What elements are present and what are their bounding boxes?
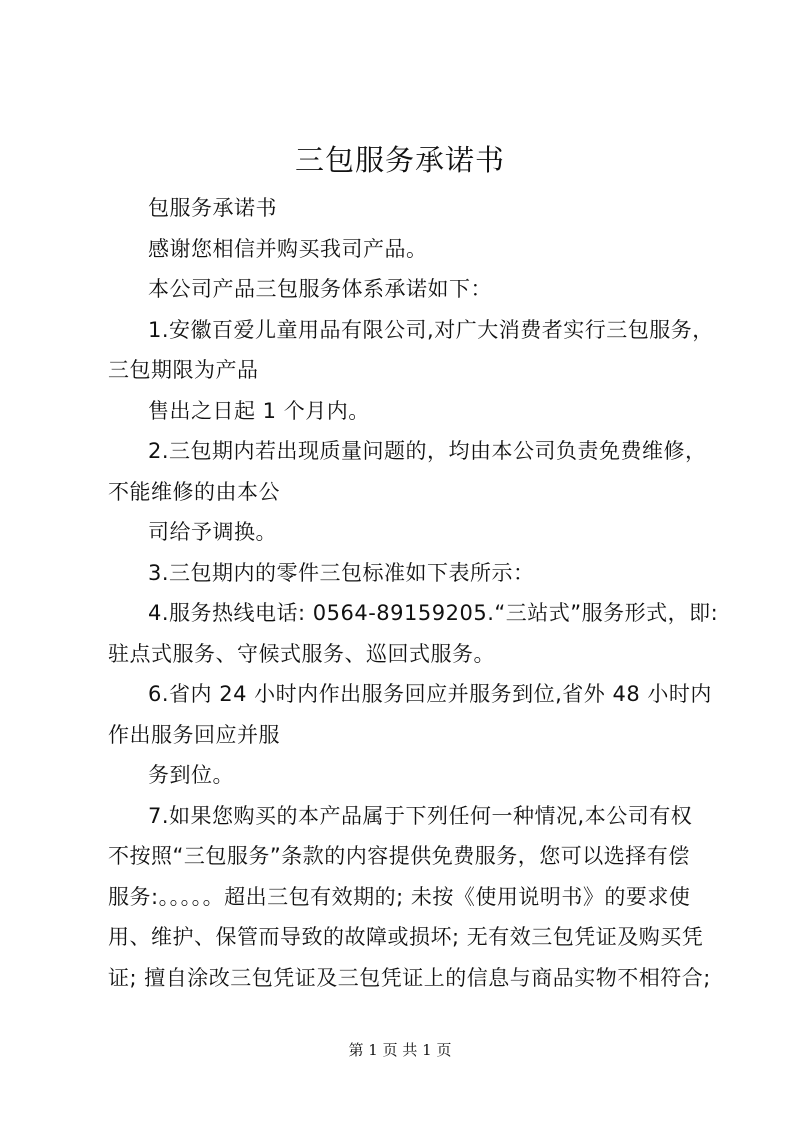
- paragraph-line: 务到位。: [148, 763, 234, 787]
- paragraph-line: 7.如果您购买的本产品属于下列任何一种情况,本公司有权: [148, 803, 693, 828]
- paragraph-line: 6.省内 24 小时内作出服务回应并服务到位,省外 48 小时内: [148, 682, 712, 706]
- paragraph-line: 不按照“三包服务”条款的内容提供免费服务，您可以选择有偿: [108, 844, 690, 868]
- document-body: [108, 188, 722, 998]
- document-title: 三包服务承诺书: [294, 143, 505, 177]
- paragraph-line: 证; 擅自涂改三包凭证及三包凭证上的信息与商品实物不相符合;: [108, 965, 711, 990]
- paragraph-line: 包服务承诺书: [148, 196, 277, 220]
- paragraph-line: 驻点式服务、守候式服务、巡回式服务。: [108, 641, 495, 666]
- paragraph-line: 用、维护、保管而导致的故障或损坏; 无有效三包凭证及购买凭: [108, 925, 704, 949]
- paragraph-line: 4.服务热线电话: 0564-89159205.“三站式”服务形式，即:: [148, 601, 719, 625]
- paragraph-line: 服务:。。。。。超出三包有效期的; 未按《使用说明书》的要求使: [108, 884, 691, 909]
- paragraph-line: 感谢您相信并购买我司产品。: [148, 236, 428, 261]
- paragraph-line: 不能维修的由本公: [108, 479, 280, 504]
- page-footer: 第 1 页 共 1 页: [348, 1041, 452, 1059]
- paragraph-line: 司给予调换。: [148, 520, 277, 544]
- paragraph-line: 售出之日起 1 个月内。: [148, 398, 370, 423]
- paragraph-line: 三包期限为产品: [108, 358, 259, 382]
- paragraph-line: 2.三包期内若出现质量问题的，均由本公司负责免费维修，: [148, 439, 707, 463]
- paragraph-line: 本公司产品三包服务体系承诺如下：: [148, 277, 492, 301]
- paragraph-line: 3.三包期内的零件三包标准如下表所示：: [148, 560, 535, 585]
- paragraph-line: 1.安徽百爱儿童用品有限公司,对广大消费者实行三包服务，: [148, 317, 714, 342]
- paragraph-line: 作出服务回应并服: [108, 722, 280, 747]
